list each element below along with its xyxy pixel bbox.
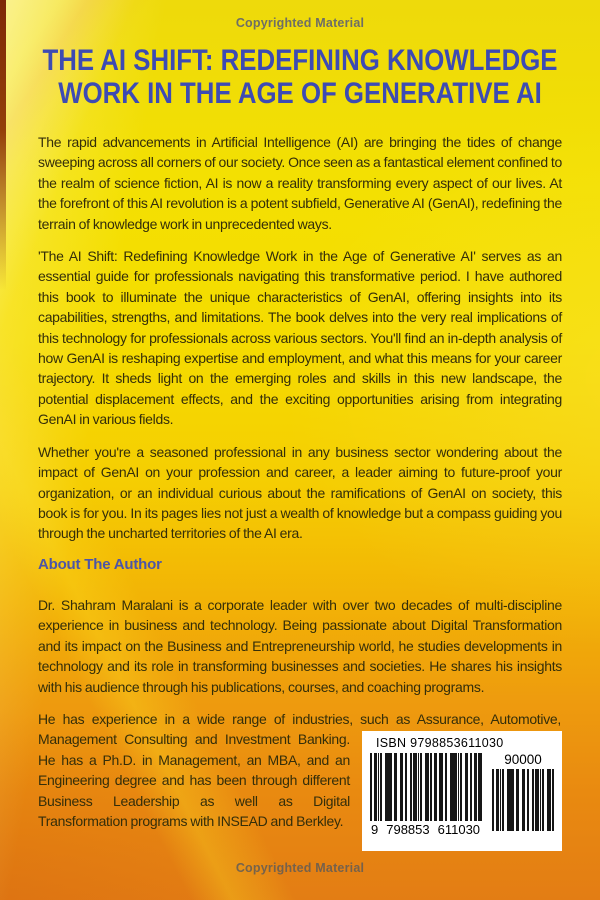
barcode-row (368, 753, 556, 837)
price-code-label: 90000 (504, 752, 542, 768)
title-line-2: WORK IN THE AGE OF GENERATIVE AI (58, 77, 542, 110)
about-paragraph-1: Dr. Shahram Maralani is a corporate leader with over two decades of multi-discipline experience in business and technology. Being passionate about Digital Transformation and its impact on the Business and Entrepreneurship world, he studies developments in technology and its role in transforming businesses and societies. He shares his insights with his audience through his publications, courses, and coaching programs. (38, 597, 562, 695)
copyright-bottom-label: Copyrighted Material (235, 861, 365, 875)
copyright-top-label: Copyrighted Material (235, 16, 365, 30)
addon-barcode (492, 753, 554, 831)
digit-group: 9 (371, 822, 379, 838)
digit-group: 611030 (437, 822, 481, 838)
barcode-float-spacer (561, 709, 562, 731)
synopsis-paragraph-3: Whether you're a seasoned professional in any business sector wondering about the impact of GenAI on your profession and career, a leader aiming to future-proof your organization, or an individual curious about the ramifications of GenAI on society, this book is for you. In its pages lies not just a wealth of knowledge but a compass guiding you through the uncharted territories of the AI era. (38, 443, 562, 542)
barcode-box (362, 731, 562, 851)
ean-barcode (370, 753, 482, 837)
about-author-section (38, 556, 562, 857)
isbn-label: ISBN 9798853611030 (376, 736, 504, 751)
addon-bars (492, 769, 554, 831)
about-heading: About The Author (38, 556, 162, 573)
title-line-1: THE AI SHIFT: REDEFINING KNOWLEDGE (42, 44, 558, 77)
book-title (0, 44, 600, 110)
synopsis-paragraph-2: 'The AI Shift: Redefining Knowledge Work in the Age of Generative AI' serves as an essential guide for professionals navigating this transformative period. I have authored this book to illuminate the unique characteristics of GenAI, offering insights into its capabilities, strengths, and limitations. The book delves into the very real implications of this technology for professionals across various sectors. You'll find an in-depth analysis of how GenAI is reshaping expertise and employment, and what this means for your career trajectory. It sheds light on the emerging roles and skills in this new landscape, the potential displacement effects, and the exciting opportunities arising from integrating GenAI in various fields. (38, 248, 562, 428)
synopsis-paragraph-1: The rapid advancements in Artificial Intelligence (AI) are bringing the tides of change sweeping across all corners of our society. Once seen as a fantastical element confined to the realm of science fiction, AI is now a reality transforming every aspect of our lives. At the forefront of this AI revolution is a potent subfield, Generative AI (GenAI), redefining the terrain of knowledge work in unprecedented ways. (38, 134, 562, 232)
about-paragraph-2: He has experience in a wide range of industries, such as Assurance, Automotive, Management Consulting and Investment Banking. He has a Ph.D. in Management, an MBA, and an Engineering degree and has been through different Business Leadership as well as Digital Transformation programs with INSEAD and Berkley. (38, 711, 561, 830)
about-paragraph-2-wrap (38, 709, 562, 838)
barcode-digits (370, 821, 482, 837)
synopsis-section (38, 132, 562, 556)
barcode-bars (370, 753, 482, 821)
digit-group: 798853 (386, 822, 430, 838)
